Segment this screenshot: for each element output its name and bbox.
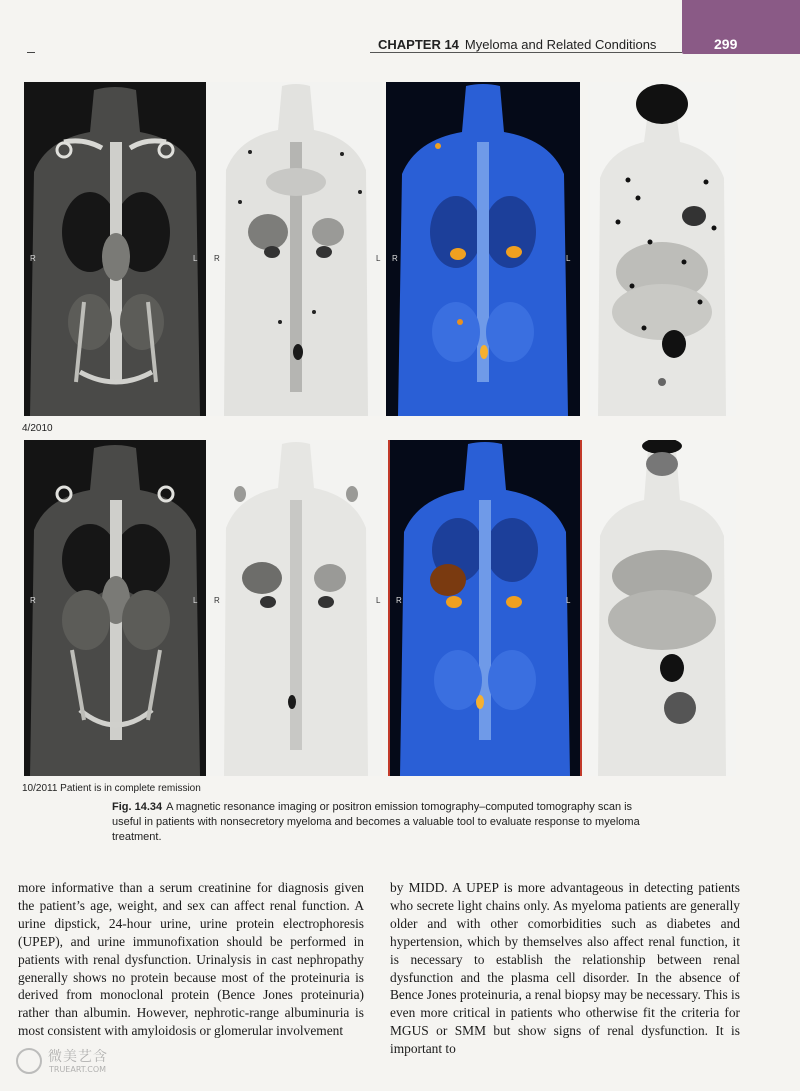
watermark-en: TRUEART.COM xyxy=(49,1065,107,1074)
orientation-r-6: R xyxy=(396,596,402,605)
pet-body-image xyxy=(210,82,382,416)
ct-body-image-2 xyxy=(24,440,206,776)
scan-ct-2010 xyxy=(24,82,206,416)
orientation-r-5: R xyxy=(214,596,220,605)
scan-mip-2011 xyxy=(588,440,736,776)
chapter-title: CHAPTER 14 Myeloma and Related Conditions xyxy=(378,37,657,52)
scan-pet-2010 xyxy=(210,82,382,416)
watermark-logo-icon xyxy=(16,1048,42,1074)
figure-caption-text: A magnetic resonance imaging or positron emission tomography–computed tomography scan is useful in patients with nonsecretory myeloma and becomes a valuable tool to evaluate response to myeloma treatment. xyxy=(112,801,640,843)
watermark xyxy=(16,1044,126,1080)
row2-date: 10/2011 Patient is in complete remission xyxy=(22,783,201,794)
orientation-l-4: L xyxy=(193,596,198,605)
mip-body-image xyxy=(588,82,736,416)
row1-date: 4/2010 xyxy=(22,423,53,434)
running-header xyxy=(0,0,800,54)
header-dash xyxy=(27,52,35,53)
body-left-column xyxy=(18,879,364,1040)
chapter-tab xyxy=(682,0,800,54)
scan-mip-2010 xyxy=(588,82,736,416)
figure-caption-label: Fig. 14.34 xyxy=(112,801,163,813)
petct-body-image-2 xyxy=(390,440,580,776)
page-number: 299 xyxy=(714,36,738,52)
watermark-cn: 微美艺含 xyxy=(48,1049,108,1065)
scan-petct-2010 xyxy=(386,82,580,416)
body-paragraph-right: by MIDD. A UPEP is more advantageous in detecting patients who secrete light chains only. As myeloma patients are generally older and with other comorbidities such as diabetes and hypertension, which by themselves also affect renal function, it is necessary to establish the relationship between renal dysfunction and the plasma cell disorder. In the absence of Bence Jones proteinuria, a renal biopsy may be necessary. This is even more critical in patients who otherwise fit the criteria for MGUS or SMM but show signs of renal dysfunction. It is important to xyxy=(390,880,740,1057)
orientation-l-5: L xyxy=(376,596,381,605)
orientation-r-4: R xyxy=(30,596,36,605)
orientation-r-1: R xyxy=(30,254,36,263)
body-right-column xyxy=(390,879,740,1058)
orientation-l-2: L xyxy=(376,254,381,263)
orientation-r-2: R xyxy=(214,254,220,263)
orientation-l-3: L xyxy=(566,254,571,263)
pet-body-image-2 xyxy=(210,440,382,776)
mip-body-image-2 xyxy=(588,440,736,776)
figure-caption xyxy=(112,800,652,845)
scan-petct-2011 xyxy=(388,440,582,776)
scan-ct-2011 xyxy=(24,440,206,776)
petct-body-image xyxy=(386,82,580,416)
scan-pet-2011 xyxy=(210,440,382,776)
orientation-r-3: R xyxy=(392,254,398,263)
orientation-l-6: L xyxy=(566,596,571,605)
orientation-l-1: L xyxy=(193,254,198,263)
ct-body-image xyxy=(24,82,206,416)
body-paragraph-left: more informative than a serum creatinine for diagnosis given the patient’s age, weight, and sex can affect renal function. A urine dipstick, 24-hour urine, urine protein electrophoresis (UPEP), and urine immunofixation should be performed in patients with renal dysfunction. Urinalysis in cast nephropathy generally shows no protein because most of the proteinuria is derived from monoclonal protein (Bence Jones proteinuria) rather than albumin. However, nephrotic-range albuminuria is most consistent with amyloidosis or glomerular involvement xyxy=(18,880,364,1039)
header-rule xyxy=(370,52,682,53)
